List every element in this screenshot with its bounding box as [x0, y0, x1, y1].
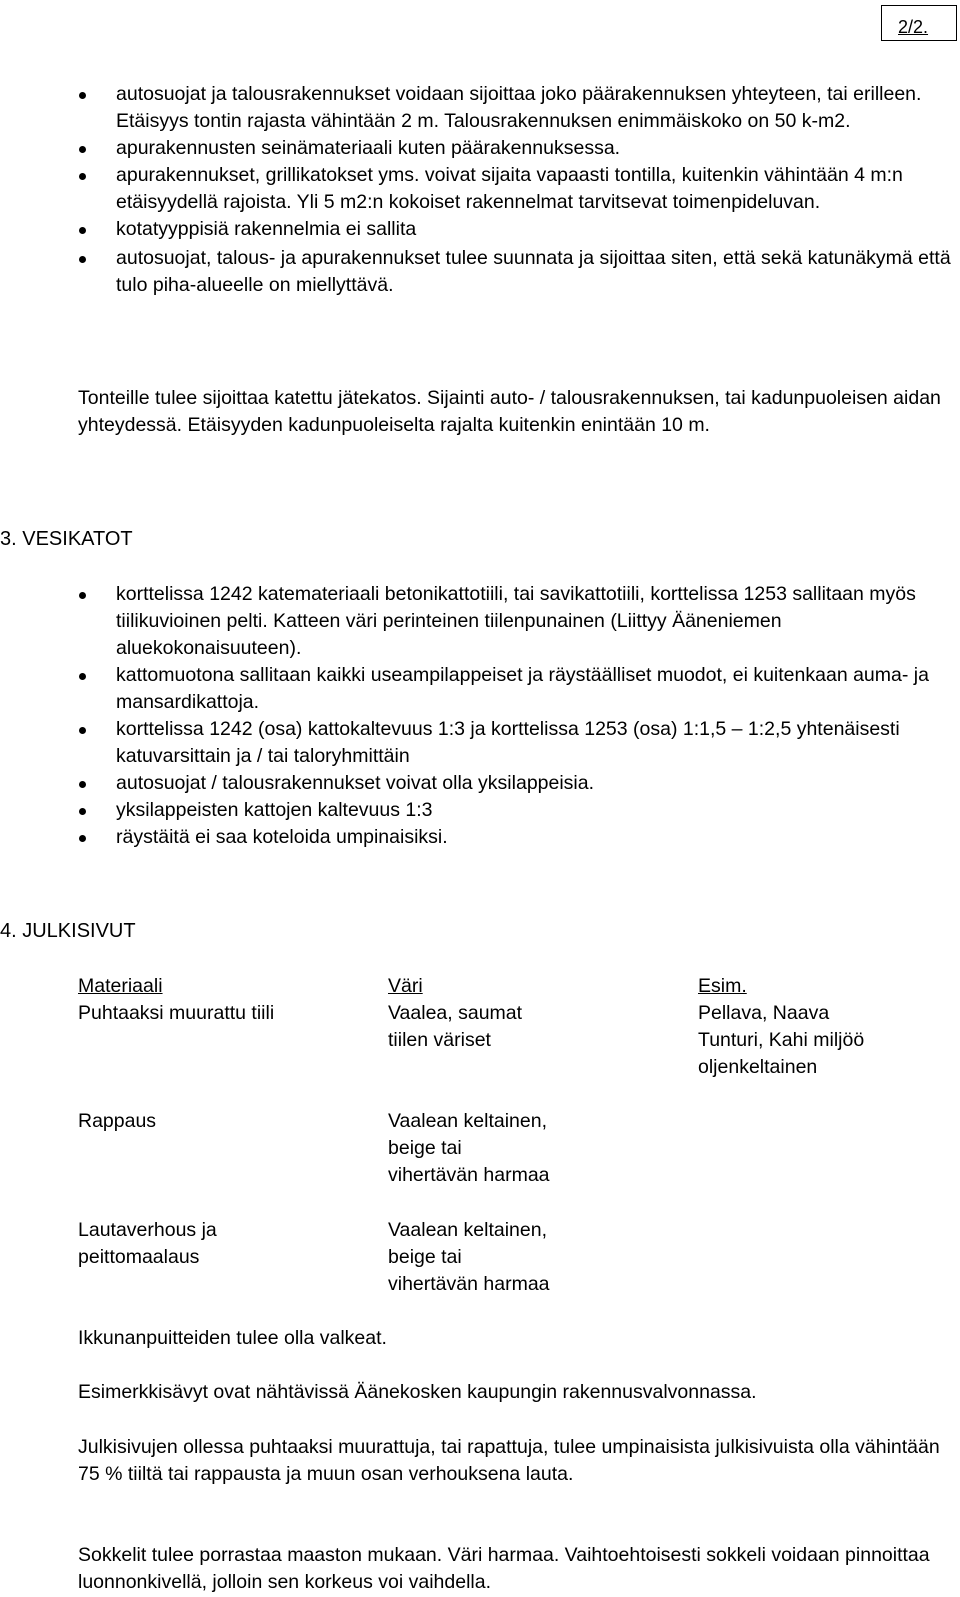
outbuildings-list: [0, 81, 960, 299]
plinth-paragraph: Sokkelit tulee porrastaa maaston mukaan. Väri harmaa. Vaihtoehtoisesti sokkeli voidaan pinnoittaa luonnonkivellä, jolloin sen korkeus voi vaihdella.: [78, 1544, 930, 1593]
list-item: apurakennukset, grillikatokset yms. voivat sijaita vapaasti tontilla, kuitenkin vähintään 4 m:n etäisyydellä rajoista. Yli 5 m2:n kokoiset rakennelmat tarvitsevat toimenpideluvan.: [0, 162, 960, 216]
bullet-icon: [79, 727, 86, 734]
table-cell-example: oljenkeltainen: [698, 1056, 818, 1078]
header-material: Materiaali: [78, 975, 163, 997]
table-cell-example: Pellava, Naava: [698, 1002, 830, 1024]
list-item: yksilappeisten kattojen kaltevuus 1:3: [0, 797, 960, 824]
list-item: kattomuotona sallitaan kaikki useampilappeiset ja räystäälliset muodot, ei kuitenkaan auma- ja mansardikattoja.: [0, 662, 960, 716]
bullet-icon: [79, 92, 86, 99]
bullet-icon: [79, 146, 86, 153]
sample-colors-paragraph: Esimerkkisävyt ovat nähtävissä Äänekosken kaupungin rakennusvalvonnassa.: [78, 1381, 757, 1403]
facade-ratio-paragraph: Julkisivujen ollessa puhtaaksi muurattuja, tai rapattuja, tulee umpinaisista julkisivuista olla vähintään 75 % tiiltä tai rappausta ja muun osan verhouksena lauta.: [78, 1436, 940, 1485]
table-cell-material: peittomaalaus: [78, 1246, 200, 1268]
table-cell-color: Vaalean keltainen,: [388, 1110, 548, 1132]
table-cell-color: vihertävän harmaa: [388, 1164, 550, 1186]
waste-shelter-paragraph: Tonteille tulee sijoittaa katettu jätekatos. Sijainti auto- / talousrakennuksen, tai kadunpuoleisen aidan yhteydessä. Etäisyyden kadunpuoleiselta rajalta kuitenkin enintään 10 m.: [78, 387, 941, 436]
table-cell-color: vihertävän harmaa: [388, 1273, 550, 1295]
bullet-icon: [79, 835, 86, 842]
bullet-icon: [79, 673, 86, 680]
table-cell-color: Vaalea, saumat: [388, 1002, 523, 1024]
list-item: autosuojat ja talousrakennukset voidaan sijoittaa joko päärakennuksen yhteyteen, tai erilleen. Etäisyys tontin rajasta vähintään 2 m. Talousrakennuksen enimmäiskoko on 50 k-m2.: [0, 81, 960, 135]
window-frames-paragraph: Ikkunanpuitteiden tulee olla valkeat.: [78, 1327, 387, 1349]
list-item: apurakennusten seinämateriaali kuten päärakennuksessa.: [0, 135, 960, 162]
table-cell-material: Rappaus: [78, 1110, 157, 1132]
table-cell-color: beige tai: [388, 1137, 462, 1159]
bullet-icon: [79, 227, 86, 234]
bullet-icon: [79, 781, 86, 788]
table-cell-example: Tunturi, Kahi miljöö: [698, 1029, 865, 1051]
bullet-icon: [79, 173, 86, 180]
table-cell-color: beige tai: [388, 1246, 462, 1268]
page-number: 2/2.: [898, 17, 929, 37]
section-heading-roofs: 3. VESIKATOT: [0, 528, 133, 550]
list-item: korttelissa 1242 (osa) kattokaltevuus 1:3 ja korttelissa 1253 (osa) 1:1,5 – 1:2,5 yhtenäisesti katuvarsittain ja / tai taloryhmittäin: [0, 716, 960, 770]
header-color: Väri: [388, 975, 423, 997]
header-example: Esim.: [698, 975, 747, 997]
table-cell-material: Lautaverhous ja: [78, 1219, 217, 1241]
list-item: räystäitä ei saa koteloida umpinaisiksi.: [0, 824, 960, 851]
list-item: autosuojat, talous- ja apurakennukset tulee suunnata ja sijoittaa siten, että sekä katunäkymä että tulo piha-alueelle on miellyttävä.: [0, 245, 960, 299]
bullet-icon: [79, 808, 86, 815]
list-item: autosuojat / talousrakennukset voivat olla yksilappeisia.: [0, 770, 960, 797]
roofs-list: [0, 581, 960, 851]
list-item: korttelissa 1242 katemateriaali betonikattotiili, tai savikattotiili, korttelissa 1253 sallitaan myös tiilikuvioinen pelti. Katteen väri perinteinen tiilenpunainen (Liittyy Ääneniemen aluekokonaisuuteen).: [0, 581, 960, 662]
bullet-icon: [79, 256, 86, 263]
table-cell-material: Puhtaaksi muurattu tiili: [78, 1002, 275, 1024]
table-cell-color: tiilen väriset: [388, 1029, 491, 1051]
list-item: kotatyyppisiä rakennelmia ei sallita: [0, 216, 960, 243]
table-cell-color: Vaalean keltainen,: [388, 1219, 548, 1241]
section-heading-facades: 4. JULKISIVUT: [0, 920, 136, 942]
bullet-icon: [79, 592, 86, 599]
